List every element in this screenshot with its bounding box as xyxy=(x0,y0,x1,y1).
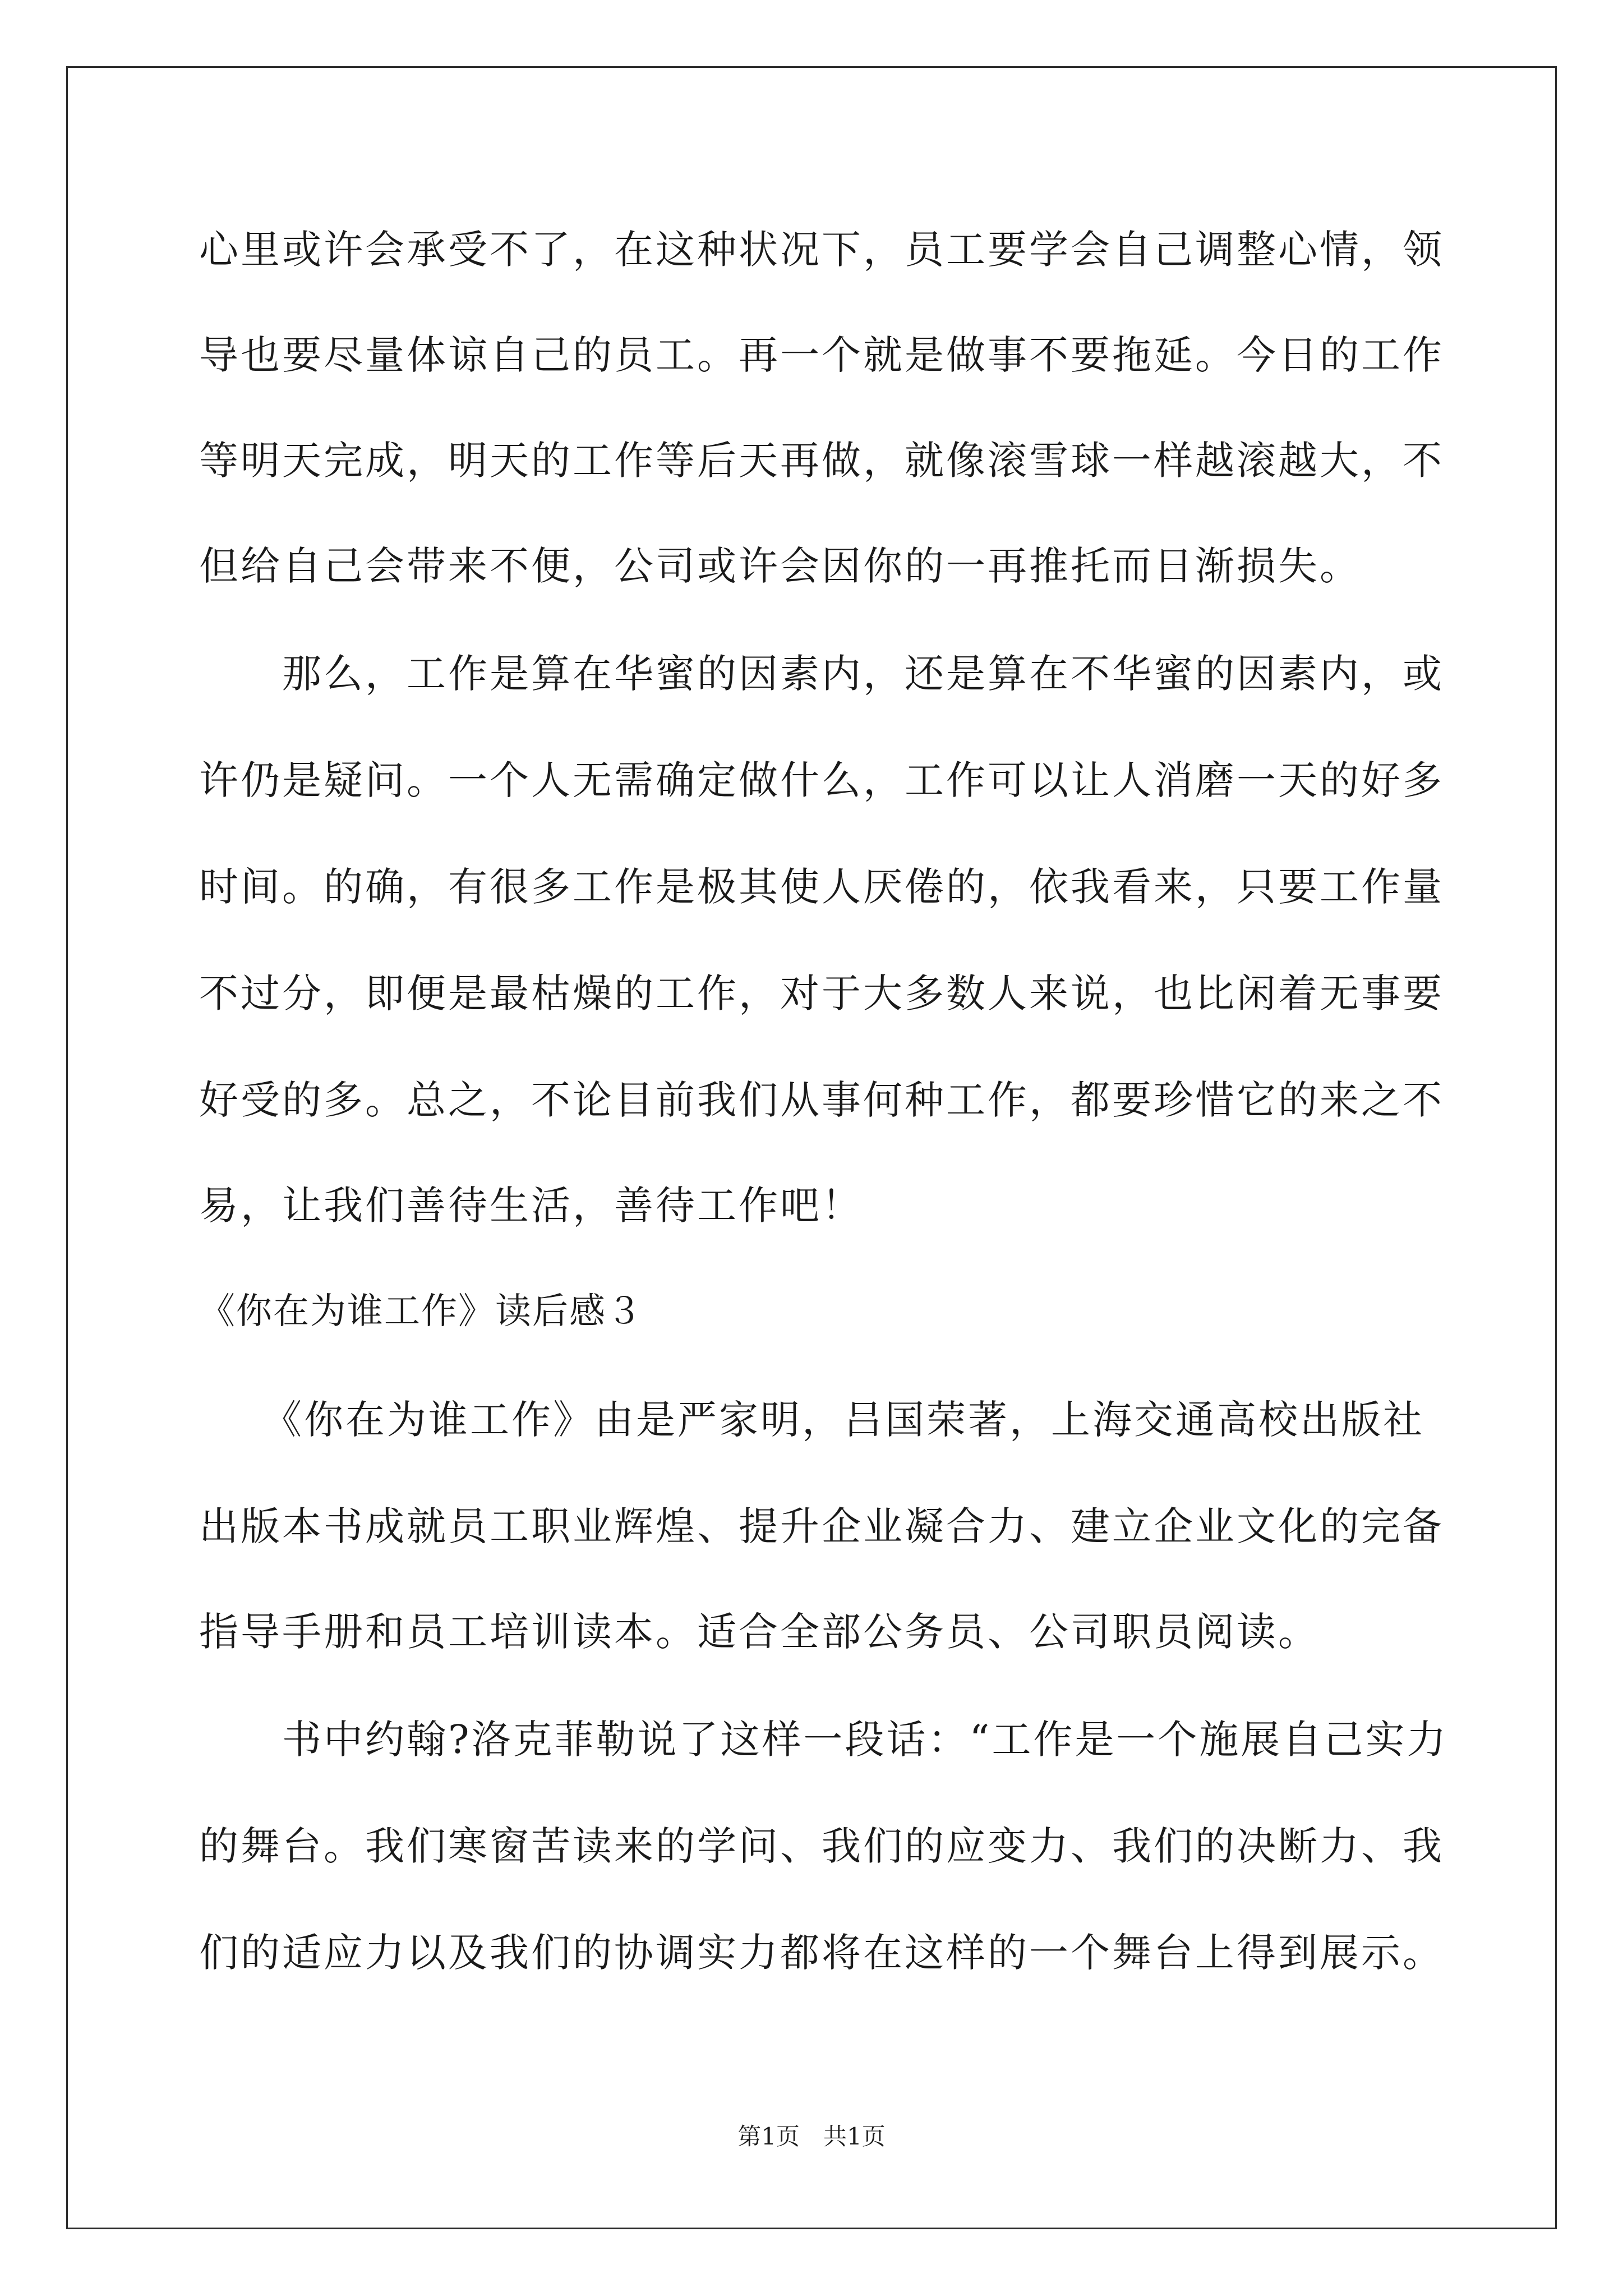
paragraph-line: 但给自己会带来不便，公司或许会因你的一再推托而日渐损失。 xyxy=(199,543,1361,589)
paragraph-line: 《你在为谁工作》由是严家明，吕国荣著，上海交通高校出版社 xyxy=(199,1397,1424,1443)
paragraph-line: 时间。的确，有很多工作是极其使人厌倦的，依我看来，只要工作量 xyxy=(199,864,1444,910)
page-border xyxy=(66,66,1557,2229)
section-heading: 《你在为谁工作》读后感３ xyxy=(199,1291,643,1332)
paragraph-line: 那么，工作是算在华蜜的因素内，还是算在不华蜜的因素内，或 xyxy=(199,651,1444,697)
paragraph-line: 好受的多。总之，不论目前我们从事何种工作，都要珍惜它的来之不 xyxy=(199,1077,1444,1123)
paragraph-line: 书中约翰?洛克菲勒说了这样一段话：“工作是一个施展自己实力 xyxy=(199,1717,1449,1763)
paragraph-line: 出版本书成就员工职业辉煌、提升企业凝合力、建立企业文化的完备 xyxy=(199,1503,1444,1549)
paragraph-line: 指导手册和员工培训读本。适合全部公务员、公司职员阅读。 xyxy=(199,1609,1320,1655)
paragraph-line: 心里或许会承受不了，在这种状况下，员工要学会自己调整心情，领 xyxy=(199,227,1444,273)
paragraph-line: 们的适应力以及我们的协调实力都将在这样的一个舞台上得到展示。 xyxy=(199,1930,1444,1976)
paragraph-line: 许仍是疑问。一个人无需确定做什么，工作可以让人消磨一天的好多 xyxy=(199,757,1444,803)
paragraph-line: 易，让我们善待生活，善待工作吧！ xyxy=(199,1182,863,1228)
paragraph-line: 的舞台。我们寒窗苦读来的学问、我们的应变力、我们的决断力、我 xyxy=(199,1823,1444,1869)
paragraph-line: 不过分，即便是最枯燥的工作，对于大多数人来说，也比闲着无事要 xyxy=(199,970,1444,1016)
page-number-footer: 第1页 共1页 xyxy=(737,2123,886,2150)
paragraph-line: 等明天完成，明天的工作等后天再做，就像滚雪球一样越滚越大，不 xyxy=(199,438,1444,484)
paragraph-line: 导也要尽量体谅自己的员工。再一个就是做事不要拖延。今日的工作 xyxy=(199,332,1444,378)
